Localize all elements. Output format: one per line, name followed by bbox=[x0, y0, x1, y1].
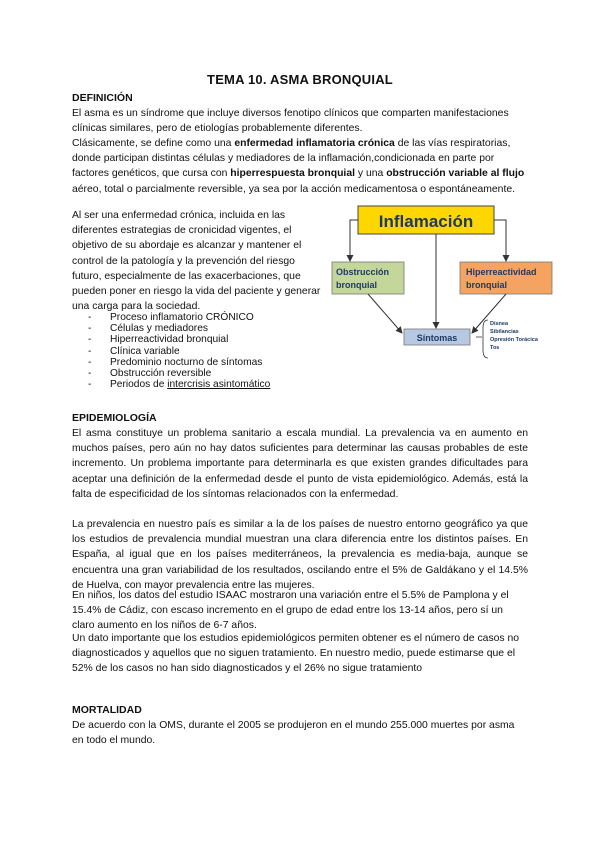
mortalidad-paragraph-1: De acuerdo con la OMS, durante el 2005 se produjeron en el mundo 255.000 muertes por asma en todo el mundo. bbox=[72, 720, 515, 747]
bold-term-inflamatoria: enfermedad inflamatoria crónica bbox=[234, 138, 395, 149]
definicion-heading: DEFINICIÓN bbox=[72, 92, 133, 104]
definicion-paragraph-1: El asma es un síndrome que incluye diversos fenotipo clínicos que comparten manifestaciones clínicas similares, pero de etiologías probablemente diferentes. bbox=[72, 108, 509, 135]
arrow-inflamacion-to-obstruccion bbox=[350, 220, 358, 261]
epidemiologia-paragraph-4: Un dato importante que los estudios epidemiológicos permiten obtener es el número de casos no diagnosticados y aquellos que no siguen tratamiento. En nuestro medio, puede estimarse que el 52% de los casos no han sido diagnosticados y el 26% no sigue tratamiento bbox=[72, 633, 520, 675]
list-item: - Hiperreactividad bronquial bbox=[88, 334, 270, 345]
symptom-disnea: Disnea bbox=[490, 321, 509, 327]
list-item: - Clínica variable bbox=[88, 346, 270, 357]
symptom-tos: Tos bbox=[490, 345, 500, 351]
characteristics-list bbox=[88, 312, 270, 390]
list-item: - Obstrucción reversible bbox=[88, 368, 270, 379]
obstruccion-label-2: bronquial bbox=[336, 280, 377, 290]
arrow-obstruccion-to-sintomas bbox=[368, 294, 402, 333]
definicion-paragraph-2: Clásicamente, se define como una enfermedad inflamatoria crónica de las vías respiratorias, donde participan distintas células y mediadores de la inflamación,condicionada en parte por factores genéticos, que cursa con hiperrespuesta bronquial y una obstrucción variable al flujo aéreo, total o parcialmente reversible, ya sea por la acción medicamentosa o espontáneamente. bbox=[72, 138, 525, 195]
epidemiologia-paragraph-3: En niños, los datos del estudio ISAAC mostraron una variación entre el 5.5% de Pamplona y el 15.4% de Cádiz, con escaso incremento en el grupo de edad entre los 13-14 años, pero sí un claro aumento en los niños de 6-7 años. bbox=[72, 590, 509, 632]
list-item: - Predominio nocturno de síntomas bbox=[88, 357, 270, 368]
epidemiologia-heading: EPIDEMIOLOGÍA bbox=[72, 412, 157, 424]
bold-term-hiperrespuesta: hiperrespuesta bronquial bbox=[230, 168, 355, 180]
asthma-diagram bbox=[330, 200, 590, 360]
page-title: TEMA 10. ASMA BRONQUIAL bbox=[207, 72, 393, 87]
mortalidad-heading: MORTALIDAD bbox=[72, 704, 142, 716]
hiperreactividad-label-2: bronquial bbox=[466, 280, 507, 290]
definicion-paragraph-3: Al ser una enfermedad crónica, incluida en las diferentes estrategias de cronicidad vigentes, el objetivo de su abordaje es alcanzar y mantener el control de la patología y la prevención del riesgo futuro, especialmente de las exacerbaciones, que pueden poner en riesgo la vida del paciente y generar una carga para la sociedad. bbox=[72, 210, 321, 313]
sintomas-label: Síntomas bbox=[416, 333, 458, 343]
arrow-inflamacion-to-hiperreactividad bbox=[494, 220, 506, 261]
bold-term-obstruccion: obstrucción variable al flujo bbox=[386, 168, 525, 180]
epidemiologia-paragraph-1: El asma constituye un problema sanitario a escala mundial. La prevalencia va en aumento en muchos países, pero aún no hay datos suficientes para determinar las causas probables de este incremento. Un problema importante para determinarla es que existen grandes dificultades para aceptar una definición de la enfermedad desde el punto de vista epidemiológico. Además, está la falta de especificidad de los síntomas relacionados con la enfermedad. bbox=[72, 428, 528, 500]
list-item: - Células y mediadores bbox=[88, 323, 270, 334]
symptom-opresion: Opresión Torácica bbox=[490, 337, 538, 343]
epidemiologia-paragraph-2: La prevalencia en nuestro país es similar a la de los países de nuestro entorno geográfico ya que los estudios de prevalencia mundial muestran una clara diferencia entre los distintos países. En España, al igual que en los países mediterráneos, la prevalencia es media-baja, aunque se encuentra una gran variabilidad de los resultados, oscilando entre el 5% de Galdákano y el 14.5% de Huelva, con mayor prevalencia entre las mujeres. bbox=[72, 519, 528, 591]
underlined-text: intercrisis asintomático bbox=[167, 379, 271, 391]
symptom-sibilancias: Sibilancias bbox=[490, 329, 519, 335]
list-item: - Proceso inflamatorio CRÓNICO bbox=[88, 312, 270, 323]
inflamacion-label: Inflamación bbox=[378, 212, 474, 231]
list-item: - Periodos de intercrisis asintomático bbox=[88, 379, 270, 390]
arrow-hiperreactividad-to-sintomas bbox=[472, 294, 506, 333]
obstruccion-label-1: Obstrucción bbox=[336, 267, 390, 277]
hiperreactividad-label-1: Hiperreactividad bbox=[466, 267, 537, 277]
